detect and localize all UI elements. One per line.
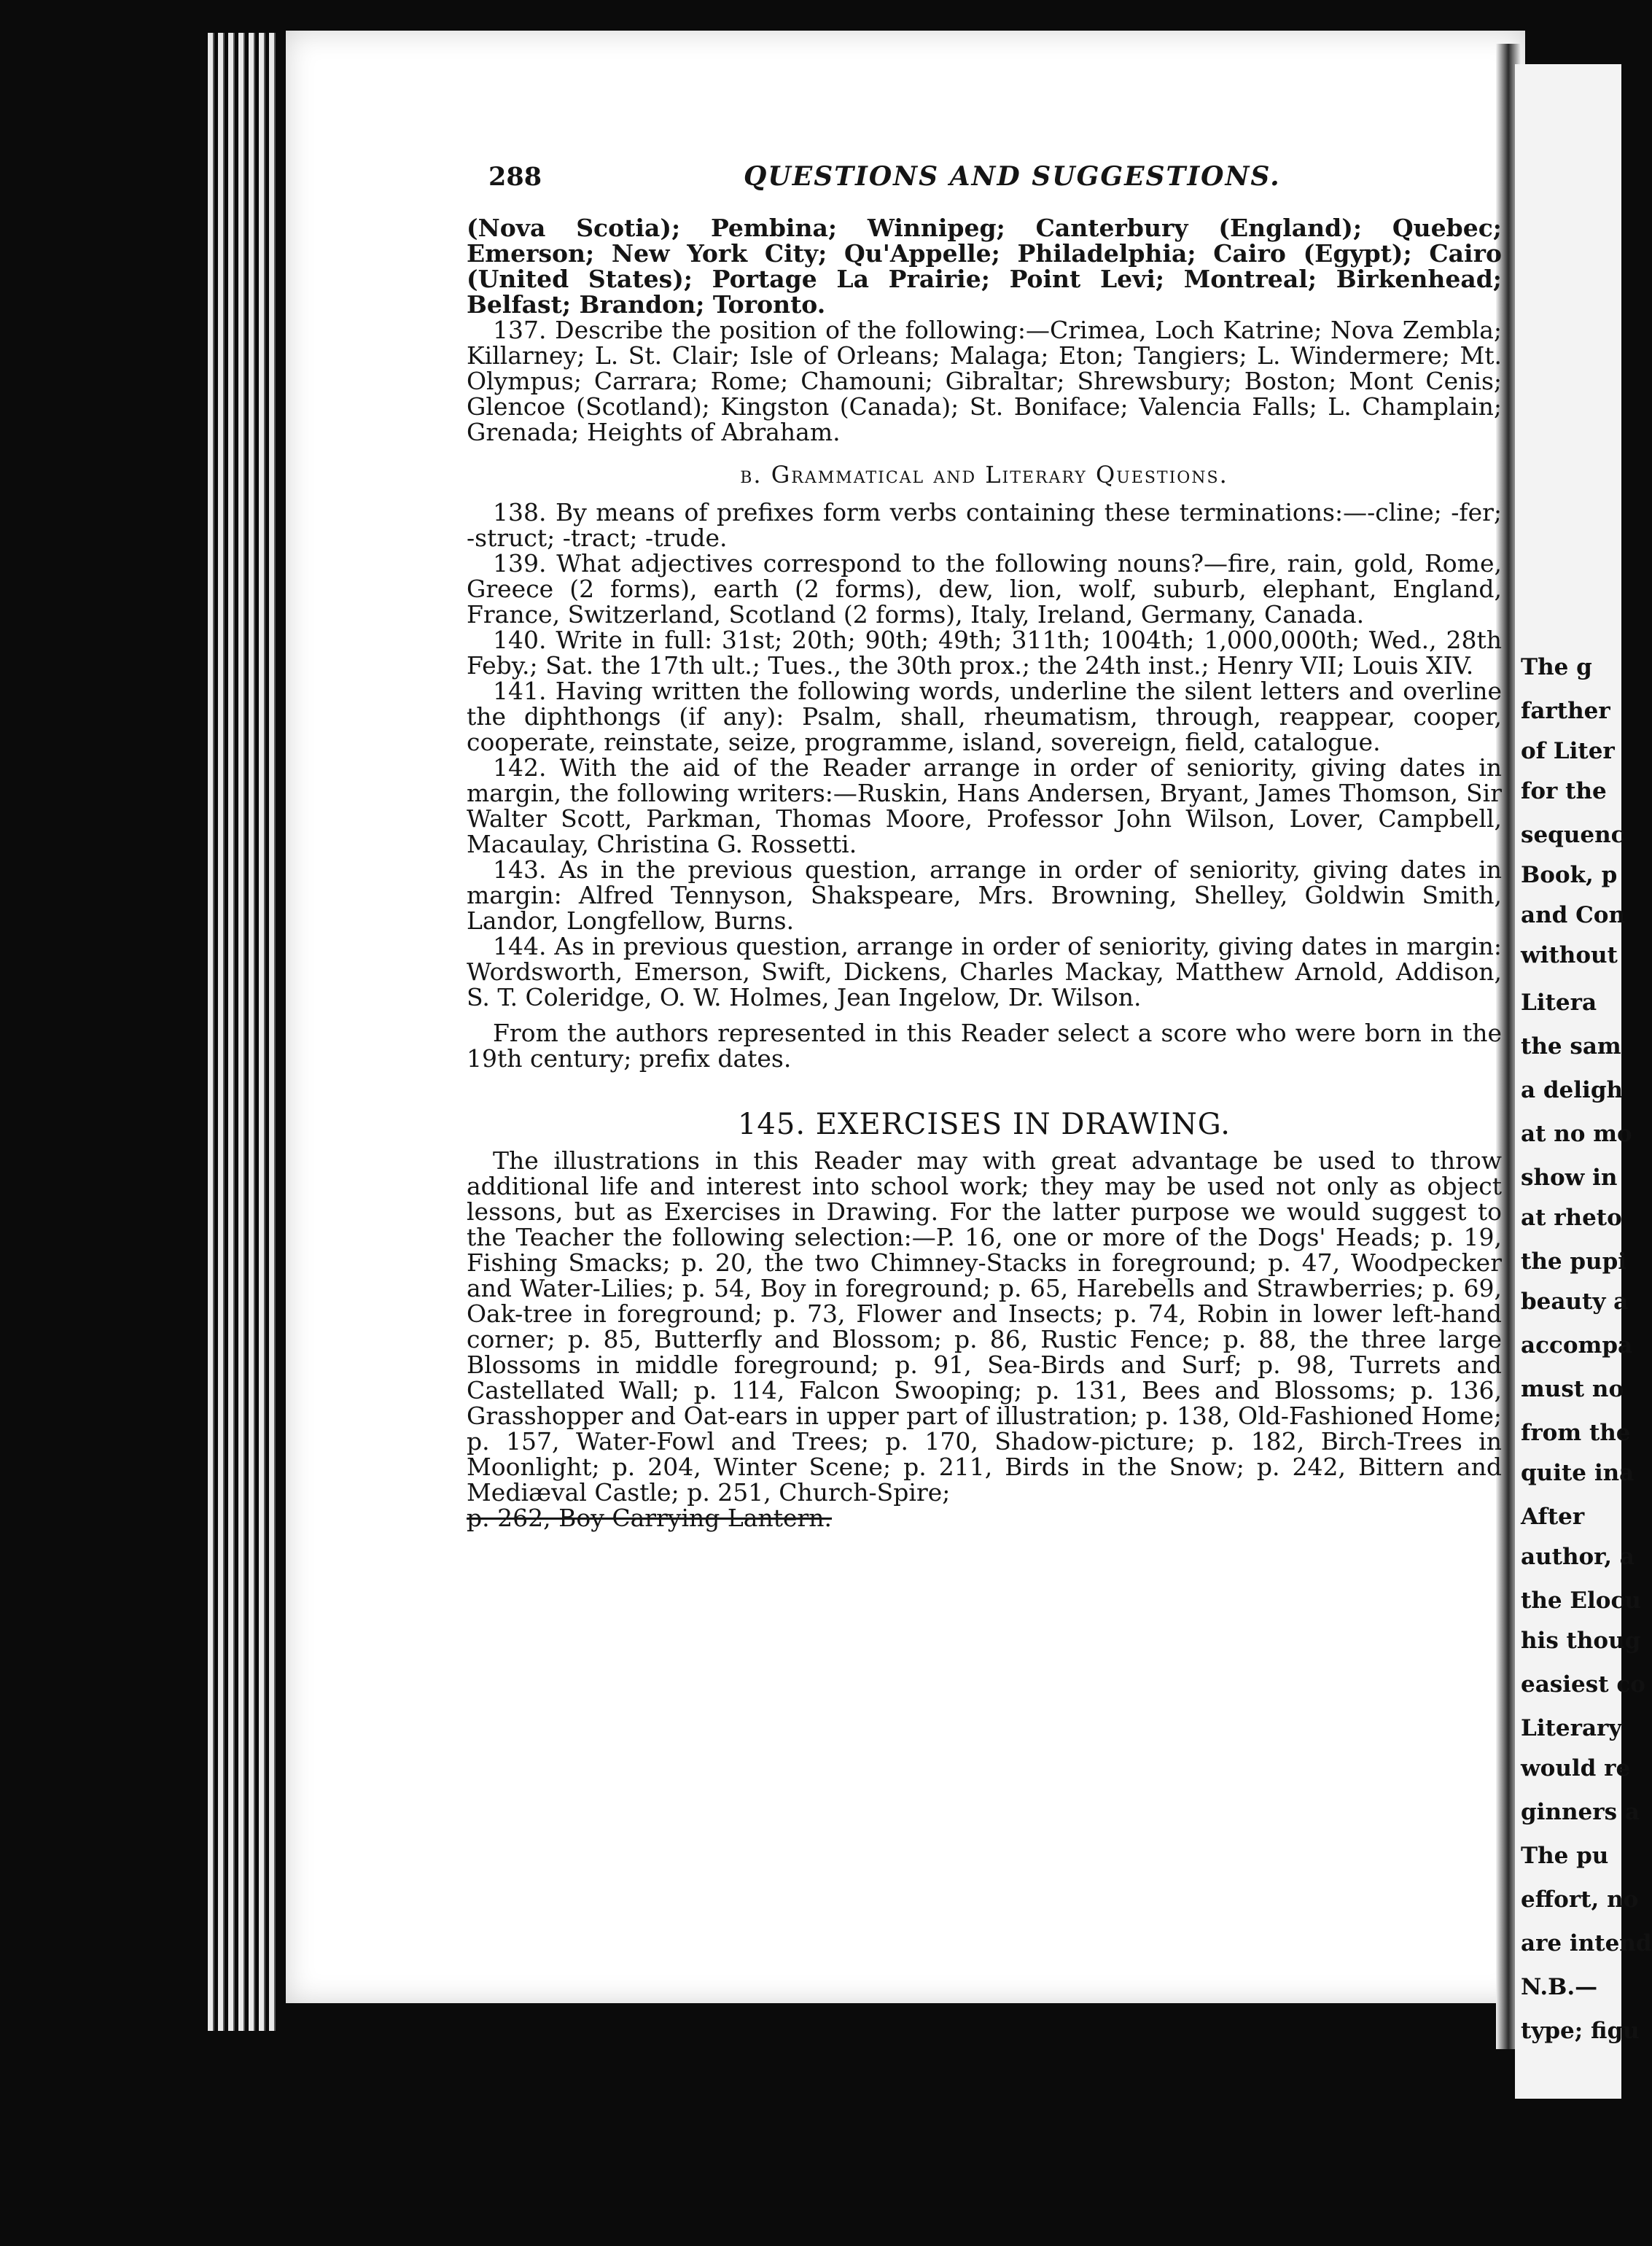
question-144: 144. As in previous question, arrange in order of seniority, giving dates in margin: Wordsworth, Emerson, Swift, Dickens, Charles Mackay, Matthew Arnold, Addison, S. T. Coleridge, O. W. Holmes, Jean Ingelow, Dr. Wilson. (467, 932, 1502, 1011)
facing-page-line: and Con (1521, 902, 1625, 928)
drawing-last-line: p. 262, Boy Carrying Lantern. (467, 1504, 833, 1532)
facing-page-line: must no (1521, 1376, 1624, 1402)
question-139: 139. What adjectives correspond to the following nouns?—fire, rain, gold, Rome, Greece (2 forms), earth (2 forms), dew, lion, wolf, suburb, elephant, England, France, Switzerland, Scotland (2 forms), Italy, Ireland, Germany, Canada. (467, 549, 1502, 629)
facing-page-line: at rheto (1521, 1205, 1622, 1231)
facing-page-line: easiest co (1521, 1671, 1645, 1698)
running-head (467, 161, 1502, 215)
facing-page-line: After (1521, 1504, 1585, 1530)
page-content (467, 161, 1502, 1532)
places-list-end: (Nova Scotia); Pembina; Winnipeg; Canterbury (England); Quebec; Emerson; New York City; Qu'Appelle; Philadelphia; Cairo (Egypt); Cairo (United States); Portage La Prairie; Point Levi; Montreal; Birkenhead; Belfast; Brandon; Toronto. (467, 214, 1502, 319)
facing-page-line: his thoug (1521, 1628, 1641, 1654)
facing-page-line: farther (1521, 698, 1610, 724)
facing-page-line: the sam (1521, 1033, 1621, 1060)
facing-page-line: show in (1521, 1165, 1618, 1191)
facing-page-line: without (1521, 942, 1618, 968)
book-page-edges (208, 33, 295, 2031)
facing-page-line: The g (1521, 654, 1592, 680)
drawing-paragraph: The illustrations in this Reader may with great advantage be used to throw additional life and interest into school work; they may be used not only as object lessons, but as Exercises in Drawing. For the latter purpose we would suggest to the Teacher the following selection:—P. 16, one or more of the Dogs' Heads; p. 19, Fishing Smacks; p. 20, the two Chimney-Stacks in foreground; p. 47, Woodpecker and Water-Lilies; p. 54, Boy in foreground; p. 65, Harebells and Strawberries; p. 69, Oak-tree in foreground; p. 73, Flower and Insects; p. 74, Robin in lower left-hand corner; p. 85, Butterfly and Blossom; p. 86, Rustic Fence; p. 88, the three large Blossoms in middle foreground; p. 91, Sea-Birds and Surf; p. 98, Turrets and Castellated Wall; p. 114, Falcon Swooping; p. 131, Bees and Blossoms; p. 136, Grasshopper and Oat-ears in upper part of illustration; p. 138, Old-Fashioned Home; p. 157, Water-Fowl and Trees; p. 170, Shadow-picture; p. 182, Birch-Trees in Moonlight; p. 204, Winter Scene; p. 211, Birds in the Snow; p. 242, Bittern and Mediæval Castle; p. 251, Church-Spire; (467, 1146, 1502, 1507)
facing-page-line: the pupi (1521, 1248, 1627, 1275)
facing-page-line: Literary (1521, 1715, 1622, 1741)
question-143: 143. As in the previous question, arrange in order of seniority, giving dates in margin: Alfred Tennyson, Shakspeare, Mrs. Browning, Shelley, Goldwin Smith, Landor, Longfellow, Burns. (467, 855, 1502, 935)
question-137: 137. Describe the position of the following:—Crimea, Loch Katrine; Nova Zembla; Killarney; L. St. Clair; Isle of Orleans; Malaga; Eton; Tangiers; L. Windermere; Mt. Olympus; Carrara; Rome; Chamouni; Gibraltar; Shrewsbury; Boston; Mont Cenis; Glencoe (Scotland); Kingston (Canada); St. Boniface; Valencia Falls; L. Champlain; Grenada; Heights of Abraham. (467, 316, 1502, 446)
facing-page-line: type; figu (1521, 2018, 1640, 2044)
section-heading-145: 145. EXERCISES IN DRAWING. (737, 1108, 1231, 1141)
facing-page-line: quite ina (1521, 1460, 1635, 1486)
question-141: 141. Having written the following words, underline the silent letters and overline the diphthongs (if any): Psalm, shall, rheumatism, through, reappear, cooper, cooperate, reinstate, seize, programme, island, sovereign, field, catalogue. (467, 677, 1502, 756)
facing-page-line: the Elocu (1521, 1588, 1641, 1614)
facing-page-line: at no mo (1521, 1121, 1632, 1147)
facing-page-line: are intend (1521, 1930, 1652, 1956)
facing-page-line: from the (1521, 1420, 1631, 1446)
section-heading-b: b. Grammatical and Literary Questions. (740, 461, 1228, 489)
facing-page-fragment (1515, 64, 1652, 2099)
facing-page-line: Litera (1521, 990, 1597, 1016)
facing-page-line: a deligh (1521, 1077, 1624, 1103)
score-paragraph: From the authors represented in this Reader select a score who were born in the 19th century; prefix dates. (467, 1019, 1502, 1073)
question-138: 138. By means of prefixes form verbs containing these terminations:—-cline; -fer; -struct; -tract; -trude. (467, 498, 1502, 552)
facing-page-line: The pu (1521, 1843, 1609, 1869)
facing-page-line: for the (1521, 778, 1607, 804)
facing-page-line: Book, p (1521, 862, 1618, 888)
facing-page-line: beauty a (1521, 1289, 1629, 1315)
facing-page-line: N.B.— (1521, 1974, 1598, 2000)
facing-page-line: accompa (1521, 1332, 1633, 1359)
facing-page-line: ginners a (1521, 1799, 1640, 1825)
facing-page-line: would re (1521, 1755, 1631, 1781)
facing-page-line: effort, no (1521, 1886, 1639, 1913)
question-142: 142. With the aid of the Reader arrange in order of seniority, giving dates in margin, the following writers:—Ruskin, Hans Andersen, Bryant, James Thomson, Sir Walter Scott, Parkman, Thomas Moore, Professor John Wilson, Lover, Campbell, Macaulay, Christina G. Rossetti. (467, 753, 1502, 858)
running-title: QUESTIONS AND SUGGESTIONS. (744, 161, 1281, 192)
page-number: 288 (488, 162, 542, 192)
facing-page-line: of Liter (1521, 738, 1615, 764)
facing-page-line: sequenc (1521, 822, 1625, 848)
facing-page-line: author, a (1521, 1544, 1635, 1570)
question-140: 140. Write in full: 31st; 20th; 90th; 49th; 311th; 1004th; 1,000,000th; Wed., 28th Feby.; Sat. the 17th ult.; Tues., the 30th prox.; the 24th inst.; Henry VII; Louis XIV. (467, 626, 1502, 680)
